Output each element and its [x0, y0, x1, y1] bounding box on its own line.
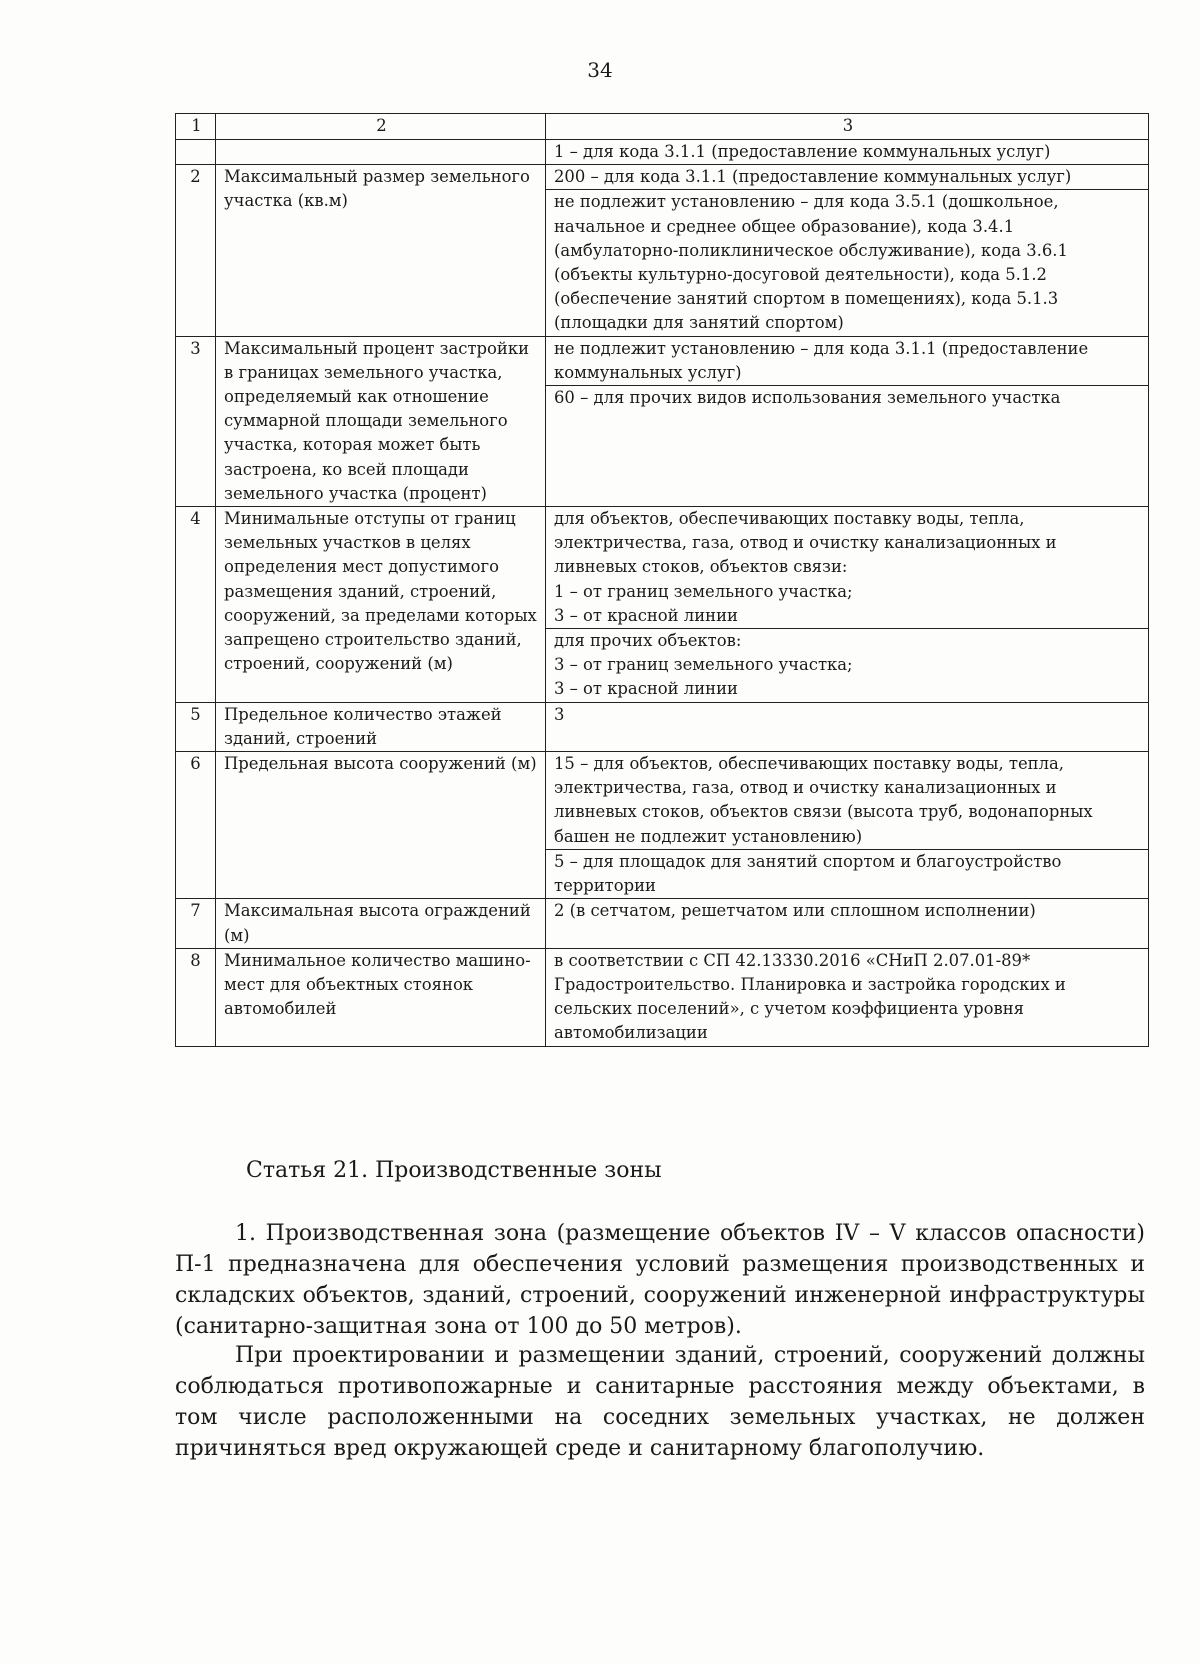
table-row — [176, 899, 1149, 948]
row-value: 60 – для прочих видов использования земельного участка — [546, 385, 1148, 410]
paragraph — [175, 1340, 1145, 1464]
row-label: Предельная высота сооружений (м) — [216, 752, 546, 899]
row-value-cell — [546, 948, 1149, 1046]
row-value: в соответствии с СП 42.13330.2016 «СНиП 2.07.01-89* Градостроительство. Планировка и застройка городских и сельских поселений», с учетом коэффициента уровня автомобилизации — [554, 950, 1066, 1043]
row-value-cell — [546, 507, 1149, 703]
table-row — [176, 702, 1149, 751]
table-row — [176, 948, 1149, 1046]
table-row — [176, 165, 1149, 336]
row-number: 7 — [176, 899, 216, 948]
row-value-cell — [546, 336, 1149, 506]
row-value-cell — [546, 165, 1149, 336]
row-number: 2 — [176, 165, 216, 336]
row-value: для объектов, обеспечивающих поставку воды, тепла, электричества, газа, отвод и очистку канализационных и ливневых стоков, объектов связи: 1 – от границ земельного участка; 3 – от красной линии — [554, 509, 1057, 625]
row-value-cell — [546, 140, 1149, 165]
row-number: 4 — [176, 507, 216, 703]
paragraph-text: 1. Производственная зона (размещение объектов IV – V классов опасности) П-1 предназначена для обеспечения условий размещения производственных и складских объектов, зданий, строений, сооружений инженерной инфраструктуры (санитарно-защитная зона от 100 до 50 метров). — [175, 1221, 1145, 1339]
row-label: Максимальная высота ограждений (м) — [216, 899, 546, 948]
table-row — [176, 752, 1149, 899]
row-number: 5 — [176, 702, 216, 751]
row-value: 1 – для кода 3.1.1 (предоставление коммунальных услуг) — [554, 142, 1051, 161]
row-value: не подлежит установлению – для кода 3.5.1 (дошкольное, начальное и среднее общее образование), кода 3.4.1 (амбулаторно-поликлиническое обслуживание), кода 3.6.1 (объекты культурно-досуговой деятельности), кода 5.1.2 (обеспечение занятий спортом в помещениях), кода 5.1.3 (площадки для занятий спортом) — [546, 189, 1148, 335]
row-number — [176, 140, 216, 165]
paragraph-text: При проектировании и размещении зданий, строений, сооружений должны соблюдаться противопожарные и санитарные расстояния между объектами, в том числе расположенными на соседних земельных участках, не должен причиняться вред окружающей среде и санитарному благополучию. — [175, 1343, 1145, 1461]
row-value: для прочих объектов: 3 – от границ земельного участка; 3 – от красной линии — [546, 628, 1148, 702]
row-label: Максимальный процент застройки в границах земельного участка, определяемый как отношение суммарной площади земельного участка, которая может быть застроена, ко всей площади земельного участка (процент) — [216, 336, 546, 506]
regulations-table — [175, 113, 1149, 1047]
row-value-cell — [546, 702, 1149, 751]
row-value: не подлежит установлению – для кода 3.1.1 (предоставление коммунальных услуг) — [554, 338, 1089, 382]
header-cell: 2 — [216, 114, 546, 140]
row-label: Минимальное количество машино-мест для объектных стоянок автомобилей — [216, 948, 546, 1046]
row-value: 200 – для кода 3.1.1 (предоставление коммунальных услуг) — [554, 167, 1072, 187]
row-value: 2 (в сетчатом, решетчатом или сплошном исполнении) — [554, 901, 1036, 921]
header-cell: 3 — [546, 114, 1149, 140]
row-label: Максимальный размер земельного участка (кв.м) — [216, 165, 546, 336]
paragraph — [175, 1218, 1145, 1342]
table-row — [176, 140, 1149, 165]
table-row — [176, 507, 1149, 703]
row-label — [216, 140, 546, 165]
row-value: 5 – для площадок для занятий спортом и благоустройство территории — [546, 849, 1148, 898]
row-value-cell — [546, 899, 1149, 948]
row-value: 15 – для объектов, обеспечивающих поставку воды, тепла, электричества, газа, отвод и очистку канализационных и ливневых стоков, объектов связи (высота труб, водонапорных башен не подлежит установлению) — [554, 754, 1093, 846]
header-cell: 1 — [176, 114, 216, 140]
row-value: 3 — [554, 704, 565, 724]
row-number: 6 — [176, 752, 216, 899]
article-heading: Статья 21. Производственные зоны — [246, 1158, 662, 1183]
row-value-cell — [546, 752, 1149, 899]
row-number: 3 — [176, 336, 216, 506]
table-row — [176, 336, 1149, 506]
table-header-row — [176, 114, 1149, 140]
page-number: 34 — [587, 58, 613, 82]
row-label: Предельное количество этажей зданий, строений — [216, 702, 546, 751]
row-number: 8 — [176, 948, 216, 1046]
row-label: Минимальные отступы от границ земельных участков в целях определения мест допустимого размещения зданий, строений, сооружений, за пределами которых запрещено строительство зданий, строений, сооружений (м) — [216, 507, 546, 703]
